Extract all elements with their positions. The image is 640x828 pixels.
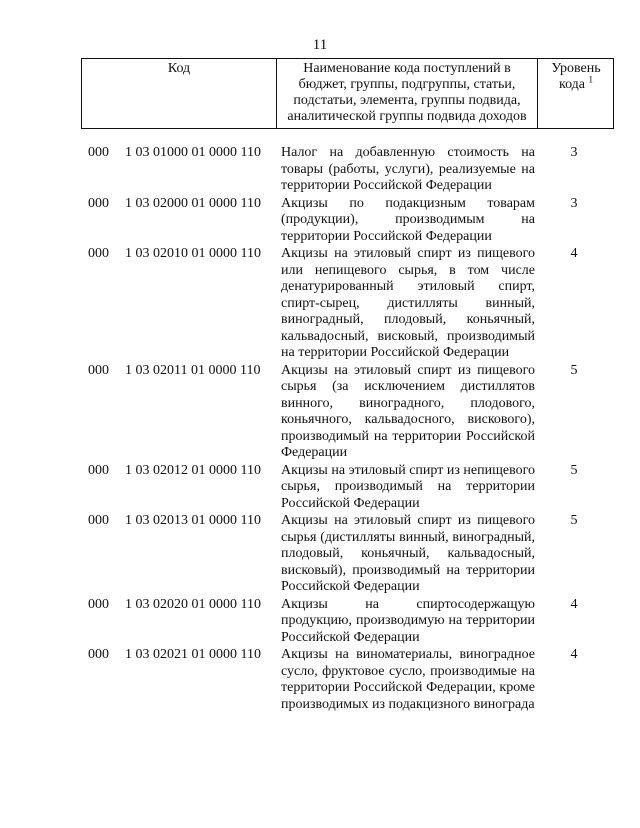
header-cell-code [82,59,277,128]
admin-code: 000 [88,195,109,211]
table-row [0,647,640,714]
table-header [81,58,614,129]
revenue-code: 1 03 02011 01 0000 110 [125,362,261,378]
revenue-code: 1 03 02000 01 0000 110 [125,195,261,211]
header-level-text: Уровень кода [551,61,601,92]
revenue-code: 1 03 02020 01 0000 110 [125,596,261,612]
table-row [0,463,640,514]
revenue-name: Акцизы на этиловый спирт из непищевого сырья, производимый на территории Российской Федерации [281,462,535,511]
table-row [0,363,640,463]
table-body [0,145,640,714]
header-name-label: Наименование кода поступлений в бюджет, группы, подгруппы, статьи, подстатьи, элемента, группы подвида, аналитической группы подвида доходов [287,61,527,124]
code-level: 5 [570,462,578,478]
revenue-name: Акцизы на виноматериалы, виноградное сусло, фруктовое сусло, производимые на территории Российской Федерации, кроме производимых из подакцизного винограда [281,647,535,712]
admin-code: 000 [88,246,109,261]
table-row [0,246,640,363]
admin-code: 000 [88,145,109,160]
code-level: 4 [570,246,578,261]
revenue-name: Акцизы по подакцизным товарам (продукции), производимым на территории Российской Федерации [281,195,535,244]
admin-code: 000 [88,513,109,528]
table-row [0,145,640,196]
code-level: 5 [570,362,578,378]
header-level-label [538,61,614,93]
admin-code: 000 [88,596,109,612]
table-row [0,196,640,247]
header-cell-level [538,59,614,128]
code-level: 4 [570,596,578,612]
page-number: 11 [312,37,328,53]
revenue-code: 1 03 01000 01 0000 110 [125,145,261,160]
revenue-code: 1 03 02021 01 0000 110 [125,647,261,662]
code-level: 3 [570,145,578,160]
table-row [0,513,640,597]
header-cell-name [277,59,538,128]
revenue-code: 1 03 02010 01 0000 110 [125,246,261,261]
revenue-name: Акцизы на этиловый спирт из пищевого или непищевого сырья, в том числе денатурированный этиловый спирт, спирт-сырец, дистилляты винный, виноградный, плодовый, коньячный, кальвадосный, висковый, производимый на территории Российской Федерации [281,246,535,360]
footnote-marker: 1 [588,74,594,85]
admin-code: 000 [88,462,109,478]
revenue-name: Акцизы на спиртосодержащую продукцию, производимую на территории Российской Федерации [281,596,535,645]
revenue-code: 1 03 02012 01 0000 110 [125,462,261,478]
code-level: 5 [570,513,578,528]
code-level: 3 [570,195,578,211]
revenue-name: Акцизы на этиловый спирт из пищевого сырья (за исключением дистиллятов винного, виноградного, плодового, коньячного, кальвадосного, вискового), производимый на территории Российской Федерации [281,362,535,460]
revenue-name: Акцизы на этиловый спирт из пищевого сырья (дистилляты винный, виноградный, плодовый, коньячный, кальвадосный, висковый), производимый на территории Российской Федерации [281,513,535,594]
revenue-code: 1 03 02013 01 0000 110 [125,513,261,528]
table-row [0,597,640,648]
code-level: 4 [570,647,578,662]
revenue-name: Налог на добавленную стоимость на товары (работы, услуги), реализуемые на территории Российской Федерации [281,145,535,193]
admin-code: 000 [88,362,109,378]
admin-code: 000 [88,647,109,662]
header-code-label: Код [167,61,191,76]
